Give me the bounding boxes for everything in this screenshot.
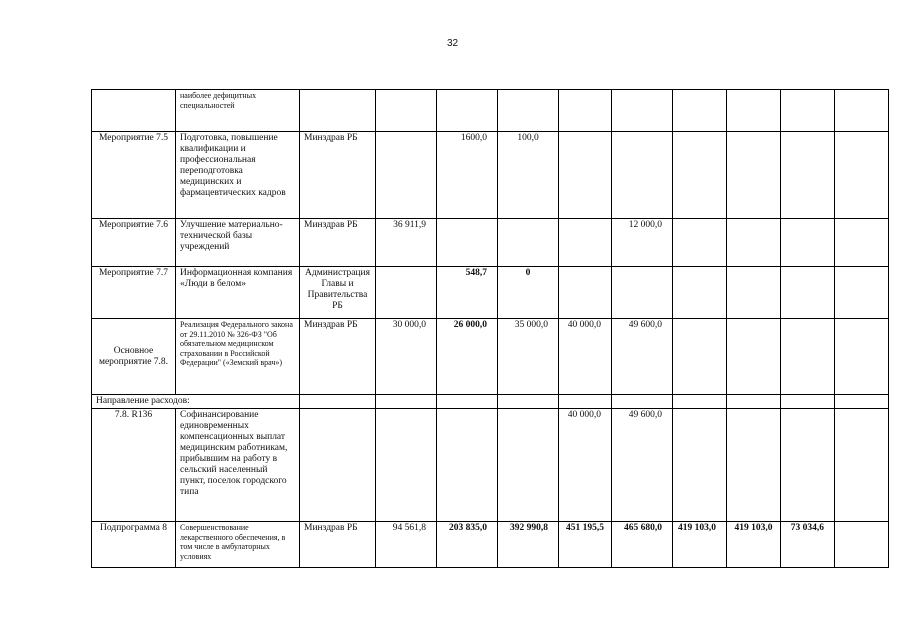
cell-value xyxy=(498,90,559,132)
cell-empty xyxy=(498,395,559,409)
cell-code: Мероприятие 7.7 xyxy=(92,267,176,319)
cell-value xyxy=(835,90,889,132)
cell-empty xyxy=(781,395,835,409)
cell-executor xyxy=(300,409,376,522)
cell-code: Мероприятие 7.6 xyxy=(92,219,176,267)
cell-code: Подпрограмма 8 xyxy=(92,522,176,568)
cell-value xyxy=(376,90,437,132)
cell-value xyxy=(727,267,781,319)
cell-value xyxy=(835,319,889,395)
cell-value xyxy=(437,219,498,267)
cell-value xyxy=(727,132,781,219)
cell-executor: Минздрав РБ xyxy=(300,132,376,219)
cell-value: 49 600,0 xyxy=(612,409,673,522)
table-row xyxy=(92,132,889,219)
cell-value xyxy=(498,219,559,267)
cell-title: Улучшение материально-технической базы учреждений xyxy=(176,219,300,267)
cell-value xyxy=(673,319,727,395)
cell-value xyxy=(727,409,781,522)
cell-value xyxy=(376,132,437,219)
cell-value xyxy=(376,267,437,319)
cell-value xyxy=(781,319,835,395)
cell-value: 94 561,8 xyxy=(376,522,437,568)
cell-executor: Минздрав РБ xyxy=(300,219,376,267)
cell-code: 7.8. R136 xyxy=(92,409,176,522)
cell-value xyxy=(612,267,673,319)
cell-value xyxy=(673,219,727,267)
cell-value: 465 680,0 xyxy=(612,522,673,568)
cell-value: 0 xyxy=(498,267,559,319)
cell-value xyxy=(559,132,612,219)
cell-value: 419 103,0 xyxy=(673,522,727,568)
table-row xyxy=(92,522,889,568)
cell-value xyxy=(835,522,889,568)
cell-value: 548,7 xyxy=(437,267,498,319)
cell-value: 30 000,0 xyxy=(376,319,437,395)
cell-value xyxy=(835,219,889,267)
cell-value: 40 000,0 xyxy=(559,319,612,395)
cell-value xyxy=(781,219,835,267)
cell-value xyxy=(835,132,889,219)
cell-executor: Минздрав РБ xyxy=(300,522,376,568)
cell-value xyxy=(673,409,727,522)
cell-empty xyxy=(300,395,376,409)
cell-value: 451 195,5 xyxy=(559,522,612,568)
cell-value xyxy=(781,90,835,132)
cell-executor xyxy=(300,90,376,132)
cell-value: 392 990,8 xyxy=(498,522,559,568)
cell-title: Подготовка, повышение квалификации и профессиональная переподготовка медицинских и фармацевтических кадров xyxy=(176,132,300,219)
cell-value: 419 103,0 xyxy=(727,522,781,568)
page-number: 32 xyxy=(446,38,459,49)
cell-value xyxy=(727,319,781,395)
cell-value xyxy=(835,267,889,319)
cell-value: 36 911,9 xyxy=(376,219,437,267)
cell-value: 49 600,0 xyxy=(612,319,673,395)
cell-empty xyxy=(673,395,727,409)
cell-empty xyxy=(559,395,612,409)
cell-value xyxy=(673,132,727,219)
cell-value xyxy=(559,90,612,132)
cell-value xyxy=(498,409,559,522)
cell-value xyxy=(673,90,727,132)
cell-value xyxy=(673,267,727,319)
cell-empty xyxy=(376,395,437,409)
cell-value: 100,0 xyxy=(498,132,559,219)
cell-value xyxy=(559,267,612,319)
table-row xyxy=(92,219,889,267)
table-row xyxy=(92,409,889,522)
cell-value: 12 000,0 xyxy=(612,219,673,267)
cell-value xyxy=(437,409,498,522)
cell-empty xyxy=(727,395,781,409)
cell-value: 35 000,0 xyxy=(498,319,559,395)
cell-executor: Минздрав РБ xyxy=(300,319,376,395)
cell-title: Совершенствование лекарственного обеспечения, в том числе в амбулаторных условиях xyxy=(176,522,300,568)
table-row xyxy=(92,319,889,395)
table-row xyxy=(92,267,889,319)
cell-value xyxy=(727,90,781,132)
section-label: Направление расходов: xyxy=(92,395,300,409)
cell-code: Мероприятие 7.5 xyxy=(92,132,176,219)
cell-value xyxy=(727,219,781,267)
cell-value xyxy=(437,90,498,132)
cell-value xyxy=(835,409,889,522)
cell-title: наиболее дефицитных специальностей xyxy=(176,90,300,132)
cell-executor: Администрация Главы и Правительства РБ xyxy=(300,267,376,319)
cell-title: Софинансирование единовременных компенсационных выплат медицинским работникам, прибывшим на работу в сельский населенный пункт, поселок городского типа xyxy=(176,409,300,522)
cell-value xyxy=(612,90,673,132)
cell-value xyxy=(559,219,612,267)
cell-empty xyxy=(612,395,673,409)
section-row xyxy=(92,395,889,409)
cell-title: Информационная компания «Люди в белом» xyxy=(176,267,300,319)
cell-code xyxy=(92,90,176,132)
cell-value xyxy=(781,409,835,522)
cell-value: 26 000,0 xyxy=(437,319,498,395)
program-table xyxy=(91,89,889,568)
cell-empty xyxy=(437,395,498,409)
cell-value xyxy=(781,267,835,319)
cell-value: 40 000,0 xyxy=(559,409,612,522)
cell-title: Реализация Федерального закона от 29.11.2010 № 326-ФЗ "Об обязательном медицинском страховании в Российской Федерации" («Земский врач») xyxy=(176,319,300,395)
table-row xyxy=(92,90,889,132)
cell-value xyxy=(781,132,835,219)
cell-code: Основное мероприятие 7.8. xyxy=(92,319,176,395)
cell-value: 73 034,6 xyxy=(781,522,835,568)
cell-value: 203 835,0 xyxy=(437,522,498,568)
cell-value xyxy=(612,132,673,219)
cell-value: 1600,0 xyxy=(437,132,498,219)
cell-empty xyxy=(835,395,889,409)
cell-value xyxy=(376,409,437,522)
